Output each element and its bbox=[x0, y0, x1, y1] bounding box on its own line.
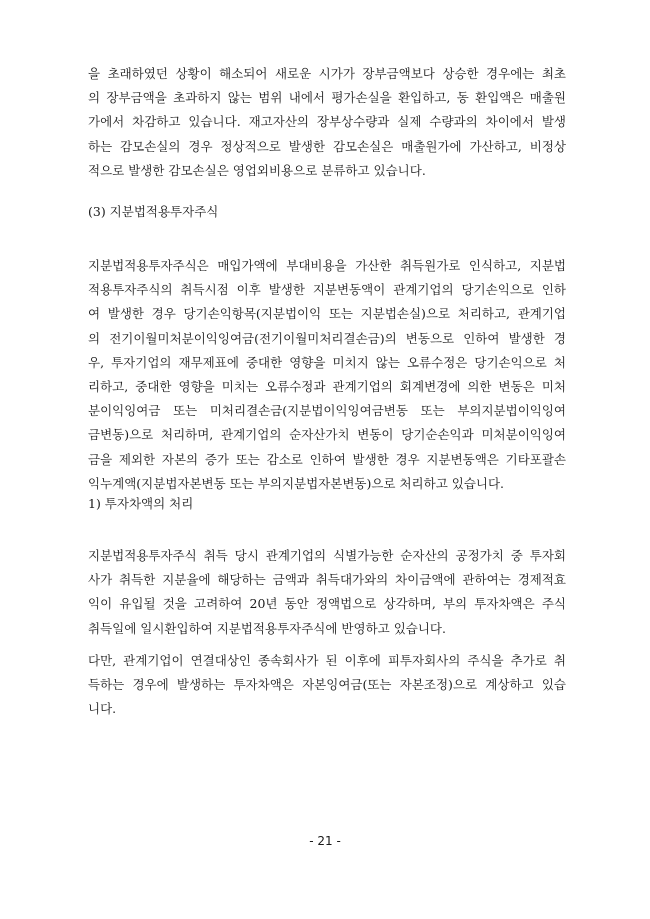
text-line: 지분법적용투자주식 취득 당시 관계기업의 식별가능한 순자산의 공정가치 중 투자회 bbox=[88, 548, 566, 563]
text-line: 사가 취득한 지분율에 해당하는 금액과 취득대가와의 차이금액에 관하여는 경제적효 bbox=[88, 572, 566, 588]
text-line: 익누계액(지분법자본변동 또는 부의지분법자본변동)으로 처리하고 있습니다. bbox=[88, 475, 505, 491]
text-line: 우, 투자기업의 재무제표에 중대한 영향을 미치지 않는 오류수정은 당기손익으로 처 bbox=[88, 354, 566, 370]
text-line: 의 전기이월미처분이익잉여금(전기이월미처리결손금)의 변동으로 인하여 발생한 경 bbox=[88, 330, 566, 346]
section-heading: (3) 지분법적용투자주식 bbox=[88, 204, 219, 219]
text-line: 가에서 차감하고 있습니다. 재고자산의 장부상수량과 실제 수량과의 차이에서 발생 bbox=[88, 114, 566, 130]
text-line: 니다. bbox=[88, 701, 117, 717]
text-line: 금을 제외한 자본의 증가 또는 감소로 인하여 발생한 경우 지분변동액은 기타포괄손 bbox=[88, 451, 566, 467]
text-line: 익이 유입될 것을 고려하여 20년 동안 정액법으로 상각하며, 부의 투자차액은 주식 bbox=[88, 596, 566, 612]
text-line: 하는 감모손실의 경우 정상적으로 발생한 감모손실은 매출원가에 가산하고, 비정상 bbox=[88, 138, 566, 154]
paragraph-subsidiary-additional bbox=[88, 649, 566, 722]
text-line: 적으로 발생한 감모손실은 영업외비용으로 분류하고 있습니다. bbox=[88, 162, 426, 178]
text-line: 적용투자주식의 취득시점 이후 발생한 지분변동액이 관계기업의 당기손익으로 인하 bbox=[88, 282, 566, 298]
text-line: 득하는 경우에 발생하는 투자차액은 자본잉여금(또는 자본조정)으로 계상하고 있습 bbox=[88, 677, 566, 693]
text-line: 분이익잉여금 또는 미처리결손금(지분법이익잉여금변동 또는 부의지분법이익잉여 bbox=[88, 403, 566, 419]
paragraph-equity-method bbox=[88, 254, 566, 496]
text-line: 여 발생한 경우 당기손익항목(지분법이익 또는 지분법손실)으로 처리하고, 관계기업 bbox=[88, 306, 566, 322]
paragraph-investment-difference bbox=[88, 544, 566, 641]
page-number: - 21 - bbox=[309, 834, 341, 848]
text-line: 금변동)으로 처리하며, 관계기업의 순자산가치 변동이 당기순손익과 미처분이익잉여 bbox=[88, 427, 566, 443]
text-line: 의 장부금액을 초과하지 않는 범위 내에서 평가손실을 환입하고, 동 환입액은 매출원 bbox=[88, 90, 566, 106]
text-line: 지분법적용투자주식은 매입가액에 부대비용을 가산한 취득원가로 인식하고, 지분법 bbox=[88, 258, 566, 273]
text-line: 리하고, 중대한 영향을 미치는 오류수정과 관계기업의 회계변경에 의한 변동은 미처 bbox=[88, 378, 566, 394]
subsection-heading: 1) 투자차액의 처리 bbox=[88, 496, 194, 511]
text-line: 을 초래하였던 상황이 해소되어 새로운 시가가 장부금액보다 상승한 경우에는 최초 bbox=[88, 66, 566, 81]
text-line: 취득일에 일시환입하여 지분법적용투자주식에 반영하고 있습니다. bbox=[88, 620, 446, 636]
text-line: 다만, 관계기업이 연결대상인 종속회사가 된 이후에 피투자회사의 주식을 추가로 취 bbox=[88, 653, 566, 668]
paragraph-inventory-loss bbox=[88, 62, 566, 183]
